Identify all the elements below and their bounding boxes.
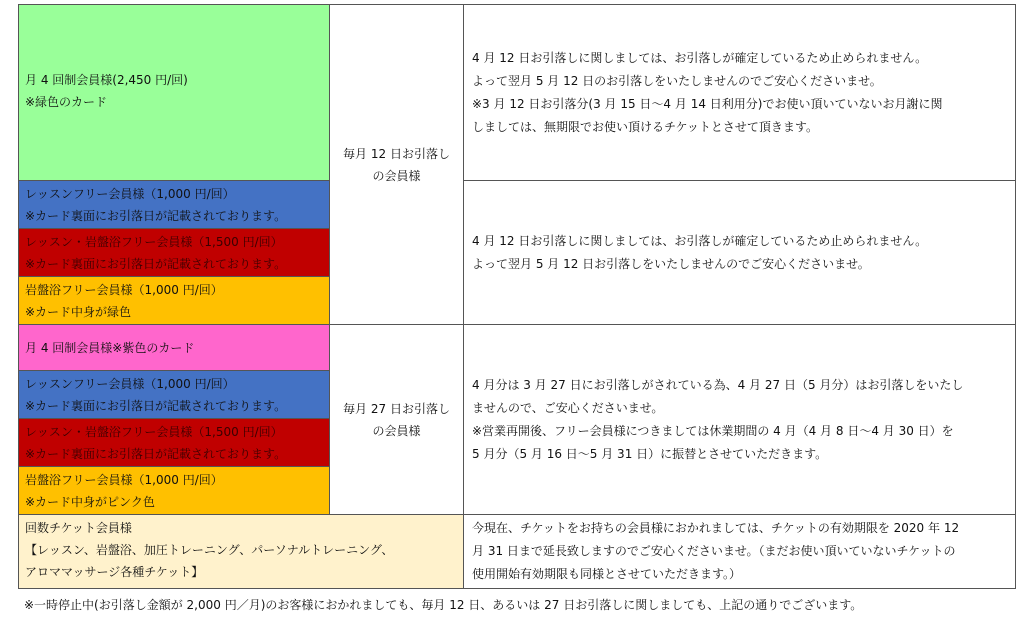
notice-monthly-12 xyxy=(464,5,1015,181)
notice-text-line: しましては、無期限でお使い頂けるチケットとさせて頂きます。 xyxy=(472,119,818,134)
card-gold-title: 岩盤浴フリー会員様（1,000 円/回） xyxy=(25,283,223,297)
notice-day-27 xyxy=(464,325,1015,515)
card-gold-bath-free-27 xyxy=(19,467,330,515)
card-red-title: レッスン・岩盤浴フリー会員様（1,500 円/回） xyxy=(25,425,283,439)
notice-text-line: 5 月分（5 月 16 日～5 月 31 日）に振替とさせていただきます。 xyxy=(472,446,828,461)
notice-text-line: 使用開始有効期限も同様とさせていただきます。） xyxy=(472,567,742,581)
membership-table xyxy=(18,4,1016,589)
notice-text-line: ※営業再開後、フリー会員様につきましては休業期間の 4 月（4 月 8 日～4 月 30 日）を xyxy=(472,423,954,438)
notice-text-line: 4 月 12 日お引落しに関しましては、お引落しが確定しているため止められません。 xyxy=(472,50,928,65)
ticket-types-line: アロママッサージ各種チケット】 xyxy=(25,565,204,579)
card-pink-title: 月 4 回制会員様※紫色のカード xyxy=(25,341,195,355)
debit-day-27-line2: の会員様 xyxy=(372,423,421,438)
card-red-title: レッスン・岩盤浴フリー会員様（1,500 円/回） xyxy=(25,235,283,249)
debit-day-27-line1: 毎月 27 日お引落し xyxy=(343,401,450,416)
ticket-title: 回数チケット会員様 xyxy=(25,521,132,535)
card-gold-note: ※カード中身がピンク色 xyxy=(25,495,155,509)
ticket-types-line: 【レッスン、岩盤浴、加圧トレーニング、パーソナルトレーニング、 xyxy=(25,543,394,557)
card-gold-title: 岩盤浴フリー会員様（1,000 円/回） xyxy=(25,473,223,487)
card-pink-monthly-4 xyxy=(19,325,330,371)
card-red-lesson-bath-free-12 xyxy=(19,229,330,277)
notice-tickets xyxy=(464,515,1015,588)
card-red-note: ※カード裏面にお引落日が記載されております。 xyxy=(25,447,287,461)
notice-text-line: よって翌月 5 月 12 日お引落しをいたしませんのでご安心くださいませ。 xyxy=(472,256,870,271)
card-green-monthly-4 xyxy=(19,5,330,181)
debit-day-27-label xyxy=(330,325,464,515)
card-red-note: ※カード裏面にお引落日が記載されております。 xyxy=(25,257,287,271)
card-blue-note: ※カード裏面にお引落日が記載されております。 xyxy=(25,209,287,223)
notice-text-line: 4 月 12 日お引落しに関しましては、お引落しが確定しているため止められません。 xyxy=(472,233,928,248)
card-green-title: 月 4 回制会員様(2,450 円/回) xyxy=(25,73,188,87)
card-blue-lesson-free-12 xyxy=(19,181,330,229)
card-blue-lesson-free-27 xyxy=(19,371,330,419)
notice-text-line: 月 31 日まで延長致しますのでご安心くださいませ。（まだお使い頂いていないチケットの xyxy=(472,544,956,558)
card-gold-note: ※カード中身が緑色 xyxy=(25,305,132,319)
footer-note: ※一時停止中(お引落し金額が 2,000 円／月)のお客様におかれましても、毎月 12 日、あるいは 27 日お引落しに関しましても、上記の通りでございます。 xyxy=(24,598,863,612)
ticket-members-cell xyxy=(19,515,464,588)
card-green-note: ※緑色のカード xyxy=(25,95,108,109)
notice-text-line: ませんので、ご安心くださいませ。 xyxy=(472,400,664,415)
card-blue-note: ※カード裏面にお引落日が記載されております。 xyxy=(25,399,287,413)
notice-text-line: ※3 月 12 日お引落分(3 月 15 日～4 月 14 日利用分)でお使い頂いていないお月謝に関 xyxy=(472,96,943,111)
notice-text-line: 4 月分は 3 月 27 日にお引落しがされている為、4 月 27 日（5 月分）はお引落しをいたし xyxy=(472,377,964,392)
card-blue-title: レッスンフリー会員様（1,000 円/回） xyxy=(25,377,235,391)
card-gold-bath-free-12 xyxy=(19,277,330,325)
notice-free-12 xyxy=(464,181,1015,325)
debit-day-12-line2: の会員様 xyxy=(372,168,421,183)
debit-day-12-line1: 毎月 12 日お引落し xyxy=(343,146,450,161)
notice-text-line: よって翌月 5 月 12 日のお引落しをいたしませんのでご安心くださいませ。 xyxy=(472,73,882,88)
debit-day-12-label xyxy=(330,5,464,325)
notice-text-line: 今現在、チケットをお持ちの会員様におかれましては、チケットの有効期限を 2020 年 12 xyxy=(472,521,960,535)
card-blue-title: レッスンフリー会員様（1,000 円/回） xyxy=(25,187,235,201)
card-red-lesson-bath-free-27 xyxy=(19,419,330,467)
